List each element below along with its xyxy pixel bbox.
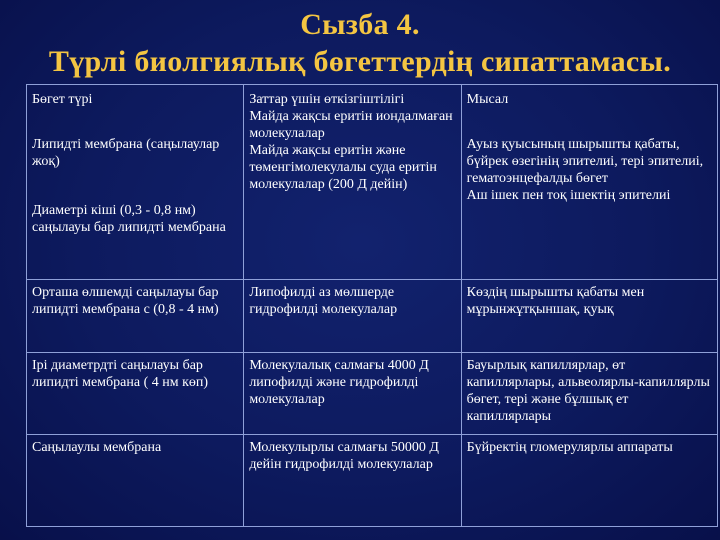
barriers-table <box>26 84 718 527</box>
table-cell <box>27 85 244 280</box>
cell-text: Майда жақсы еритін және төменгімолекулалы суда еритін молекулалар (200 Д дейін) <box>249 143 437 192</box>
cell-text: Аш ішек пен тоқ ішектің эпителиі <box>466 188 671 203</box>
table-cell <box>244 85 461 280</box>
table-row <box>27 435 718 527</box>
table-cell: Ірі диаметрдті саңылауы бар липидті мембрана ( 4 нм көп) <box>27 353 244 435</box>
table-cell <box>461 85 717 280</box>
cell-text: Майда жақсы еритін иондалмаған молекулалар <box>249 109 453 141</box>
table-cell: Липофилді аз мөлшерде гидрофилді молекулалар <box>244 280 461 353</box>
table-cell: Бүйректің гломерулярлы аппараты <box>461 435 717 527</box>
cell-text: Липидті мембрана (саңылаулар жоқ) <box>32 137 220 169</box>
cell-text: Диаметрі кіші (0,3 - 0,8 нм) саңылауы бар липидті мембрана <box>32 203 226 235</box>
table-cell: Бауырлық капиллярлар, өт капиллярлары, альвеолярлы-капиллярлы бөгет, тері және бұлшық ет капиллярлары <box>461 353 717 435</box>
table-row <box>27 85 718 280</box>
table-cell: Көздің шырышты қабаты мен мұрынжұтқыншақ, қуық <box>461 280 717 353</box>
table-cell: Молекулырлы салмағы 50000 Д дейін гидрофилді молекулалар <box>244 435 461 527</box>
table-row <box>27 280 718 353</box>
column-header-example: Мысал <box>466 92 509 107</box>
slide-title <box>0 6 720 80</box>
table-cell: Саңылаулы мембрана <box>27 435 244 527</box>
column-header-barrier-type: Бөгет түрі <box>32 92 93 107</box>
cell-text: Ауыз қуысының шырышты қабаты, бүйрек өзегінің эпителиі, тері эпителиі, гематоэнцефалды бөгет <box>466 137 704 186</box>
table-cell: Орташа өлшемді саңылауы бар липидті мембрана с (0,8 - 4 нм) <box>27 280 244 353</box>
slide-title-line1: Сызба 4. <box>300 8 420 41</box>
column-header-permeability: Заттар үшін өткізгіштілігі <box>249 92 405 107</box>
slide-title-line2: Түрлі биолгиялық бөгеттердің сипаттамасы. <box>48 45 672 78</box>
table-cell: Молекулалық салмағы 4000 Д липофилді және гидрофилді молекулалар <box>244 353 461 435</box>
table-row <box>27 353 718 435</box>
